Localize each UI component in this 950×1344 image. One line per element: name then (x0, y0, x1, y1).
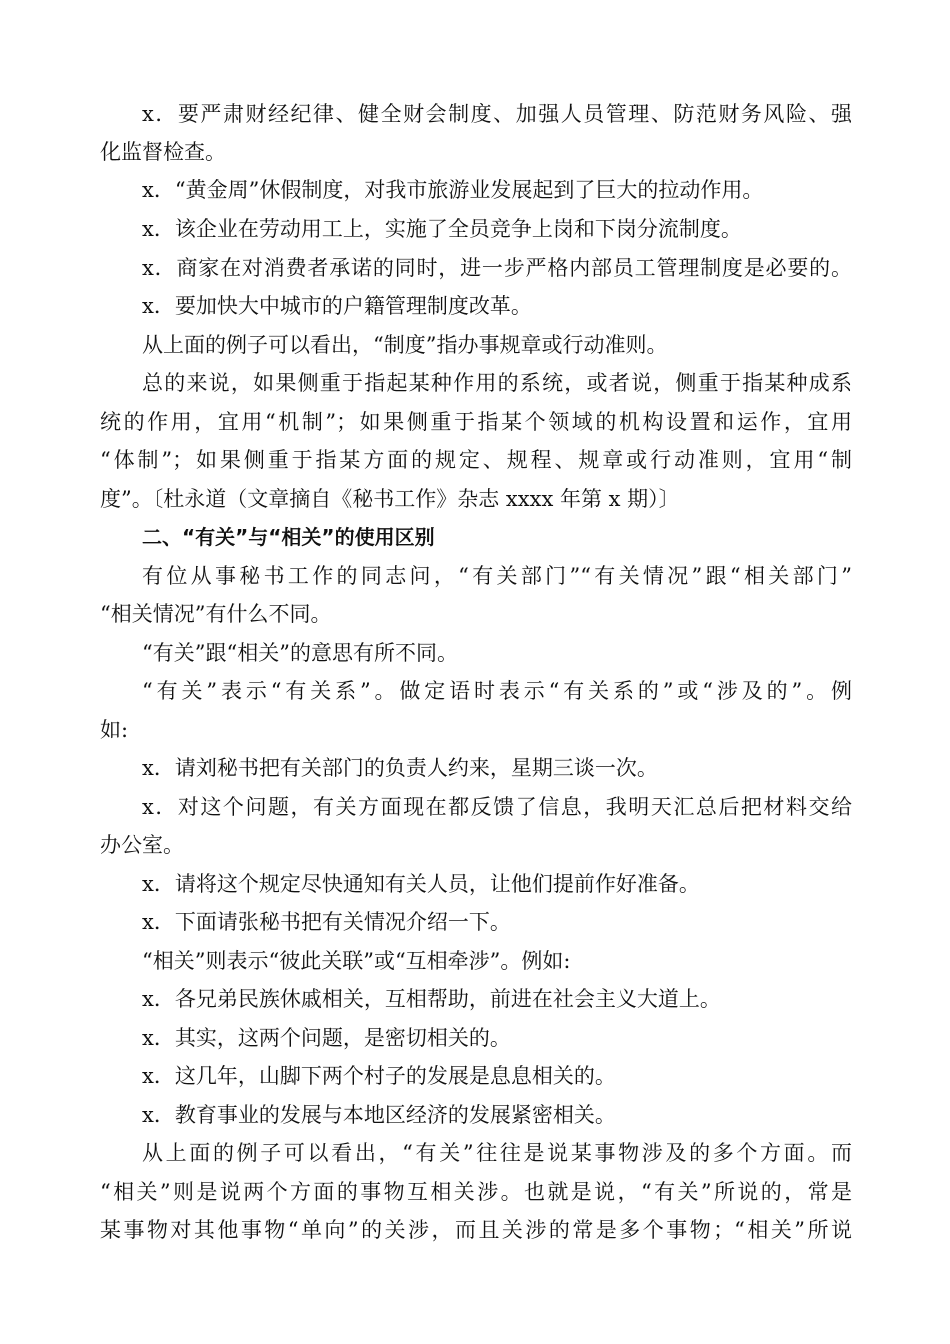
text-line: x．这几年，山脚下两个村子的发展是息息相关的。 (142, 1064, 616, 1088)
text-line: x．要加快大中城市的户籍管理制度改革。 (142, 294, 532, 318)
text-line: x．下面请张秘书把有关情况介绍一下。 (142, 910, 511, 934)
text-line: 有位从事秘书工作的同志问，“有关部门”“有关情况”跟“相关部门” (142, 564, 852, 588)
text-line: x．“黄金周”休假制度，对我市旅游业发展起到了巨大的拉动作用。 (142, 178, 764, 202)
section-heading: 二、“有关”与“相关”的使用区别 (142, 525, 435, 549)
text-line: x．对这个问题，有关方面现在都反馈了信息，我明天汇总后把材料交给 (142, 795, 852, 819)
text-line: 办公室。 (100, 833, 184, 857)
text-line: “有关”跟“相关”的意思有所不同。 (142, 641, 458, 665)
text-line: 化监督检查。 (100, 140, 226, 164)
text-line: x．各兄弟民族休戚相关，互相帮助，前进在社会主义大道上。 (142, 987, 721, 1011)
text-line: x．该企业在劳动用工上，实施了全员竞争上岗和下岗分流制度。 (142, 217, 742, 241)
text-line: “有关”表示“有关系”。做定语时表示“有关系的”或“涉及的”。例 (142, 679, 852, 703)
text-line: x．请将这个规定尽快通知有关人员，让他们提前作好准备。 (142, 872, 700, 896)
text-line: “相关”则表示“彼此关联”或“互相牵涉”。例如: (142, 949, 571, 973)
text-line: x．其实，这两个问题，是密切相关的。 (142, 1026, 511, 1050)
text-line: 从上面的例子可以看出，“有关”往往是说某事物涉及的多个方面。而 (142, 1141, 852, 1165)
text-line: 总的来说，如果侧重于指起某种作用的系统，或者说，侧重于指某种成系 (142, 371, 852, 395)
text-line: 从上面的例子可以看出，“制度”指办事规章或行动准则。 (142, 333, 668, 357)
text-line: “体制”；如果侧重于指某方面的规定、规程、规章或行动准则，宜用“制 (100, 448, 852, 472)
text-line: “相关情况”有什么不同。 (100, 602, 332, 626)
text-line: x．请刘秘书把有关部门的负责人约来，星期三谈一次。 (142, 756, 658, 780)
text-line: x．要严肃财经纪律、健全财会制度、加强人员管理、防范财务风险、强 (142, 102, 852, 126)
text-line: x．教育事业的发展与本地区经济的发展紧密相关。 (142, 1103, 616, 1127)
text-line: 某事物对其他事物“单向”的关涉，而且关涉的常是多个事物；“相关”所说 (100, 1218, 852, 1242)
text-line: “相关”则是说两个方面的事物互相关涉。也就是说，“有关”所说的，常是 (100, 1180, 852, 1204)
text-line: 如: (100, 718, 129, 742)
text-line: 度”。〔杜永道（文章摘自《秘书工作》杂志 xxxx 年第 x 期）〕 (100, 487, 680, 511)
text-line: 统的作用，宜用“机制”；如果侧重于指某个领域的机构设置和运作，宜用 (100, 410, 852, 434)
text-line: x．商家在对消费者承诺的同时，进一步严格内部员工管理制度是必要的。 (142, 256, 852, 280)
